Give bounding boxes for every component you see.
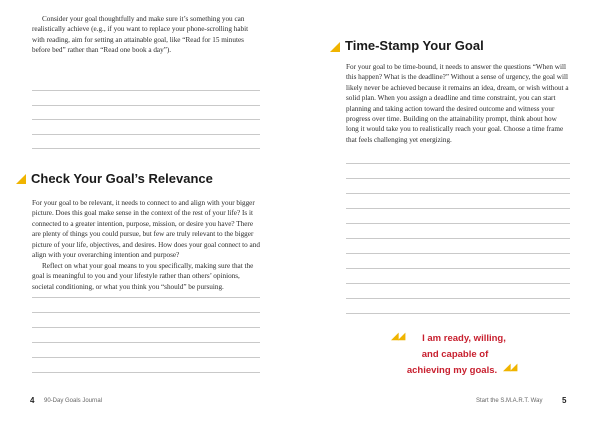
writing-line [346,268,570,269]
writing-line [346,193,570,194]
writing-line [32,90,260,91]
writing-line [346,253,570,254]
footer-title: 90-Day Goals Journal [44,398,103,404]
timestamp-paragraph: For your goal to be time-bound, it needs to answer the questions “When will this happen? What is the deadline?” Without a sense of urgency, the goal will likely never be achieved because it remains an idea, dream, or wish without a solid plan. When you assign a deadline and time constraint, you can start planning and taking action toward the desired outcome and witness your progress over time. Building on the attainability prompt, think about how long it would take you to realistically reach your goal. Choose a time frame that feels challenging yet energizing. [346,63,569,144]
writing-line [32,148,260,149]
relevance-paragraph-2: Reflect on what your goal means to you specifically, making sure that the goal is meaningful to you and your lifestyle rather than others’ opinions, societal conditioning, or what you think you “should” be pursuing. [32,262,254,291]
writing-lines-bottom [32,297,260,373]
writing-line [32,357,260,358]
timestamp-heading: Time-Stamp Your Goal [345,38,484,53]
writing-lines-top [32,90,260,149]
writing-line [346,283,570,284]
section-marker-icon [16,174,26,184]
intro-paragraph: Consider your goal thoughtfully and make sure it’s something you can realistically achieve (e.g., if you want to replace your phone-scrolling habit with reading, aim for setting an attainable goal, like “Read for 15 minutes before bed” rather than “Read one book a day”). [32,15,249,55]
writing-line [32,372,260,373]
relevance-paragraph-1: For your goal to be relevant, it needs to connect to and align with your bigger picture. Does this goal make sense in the context of the rest of your life? Is it connected to a greater intention, purpose, mission, or desire you have? There are plenty of things you could pursue, but few are truly relevant to the bigger picture of your life, objectives, and desires. How does your goal connect to and align with your overarching intention and purpose? [32,199,260,260]
writing-line [346,298,570,299]
writing-lines [346,163,570,314]
affirmation-line: I am ready, willing, [422,333,506,344]
section-marker-icon [330,42,340,52]
close-quote-icon: ◢◢ [503,362,517,373]
writing-line [32,312,260,313]
footer-title: Start the S.M.A.R.T. Way [476,398,543,404]
writing-line [32,297,260,298]
writing-line [346,313,570,314]
writing-line [346,238,570,239]
writing-line [32,119,260,120]
writing-line [346,163,570,164]
right-page [300,0,600,425]
page-number: 5 [562,396,567,405]
relevance-heading: Check Your Goal’s Relevance [31,171,213,186]
writing-line [32,134,260,135]
affirmation-line: and capable of [421,349,489,360]
affirmation-block [385,330,525,380]
writing-line [32,342,260,343]
open-quote-icon: ◢◢ [391,331,405,342]
page-number: 4 [30,396,35,405]
writing-line [32,327,260,328]
affirmation-line: achieving my goals. [406,365,498,376]
writing-line [32,105,260,106]
writing-line [346,223,570,224]
writing-line [346,178,570,179]
writing-line [346,208,570,209]
